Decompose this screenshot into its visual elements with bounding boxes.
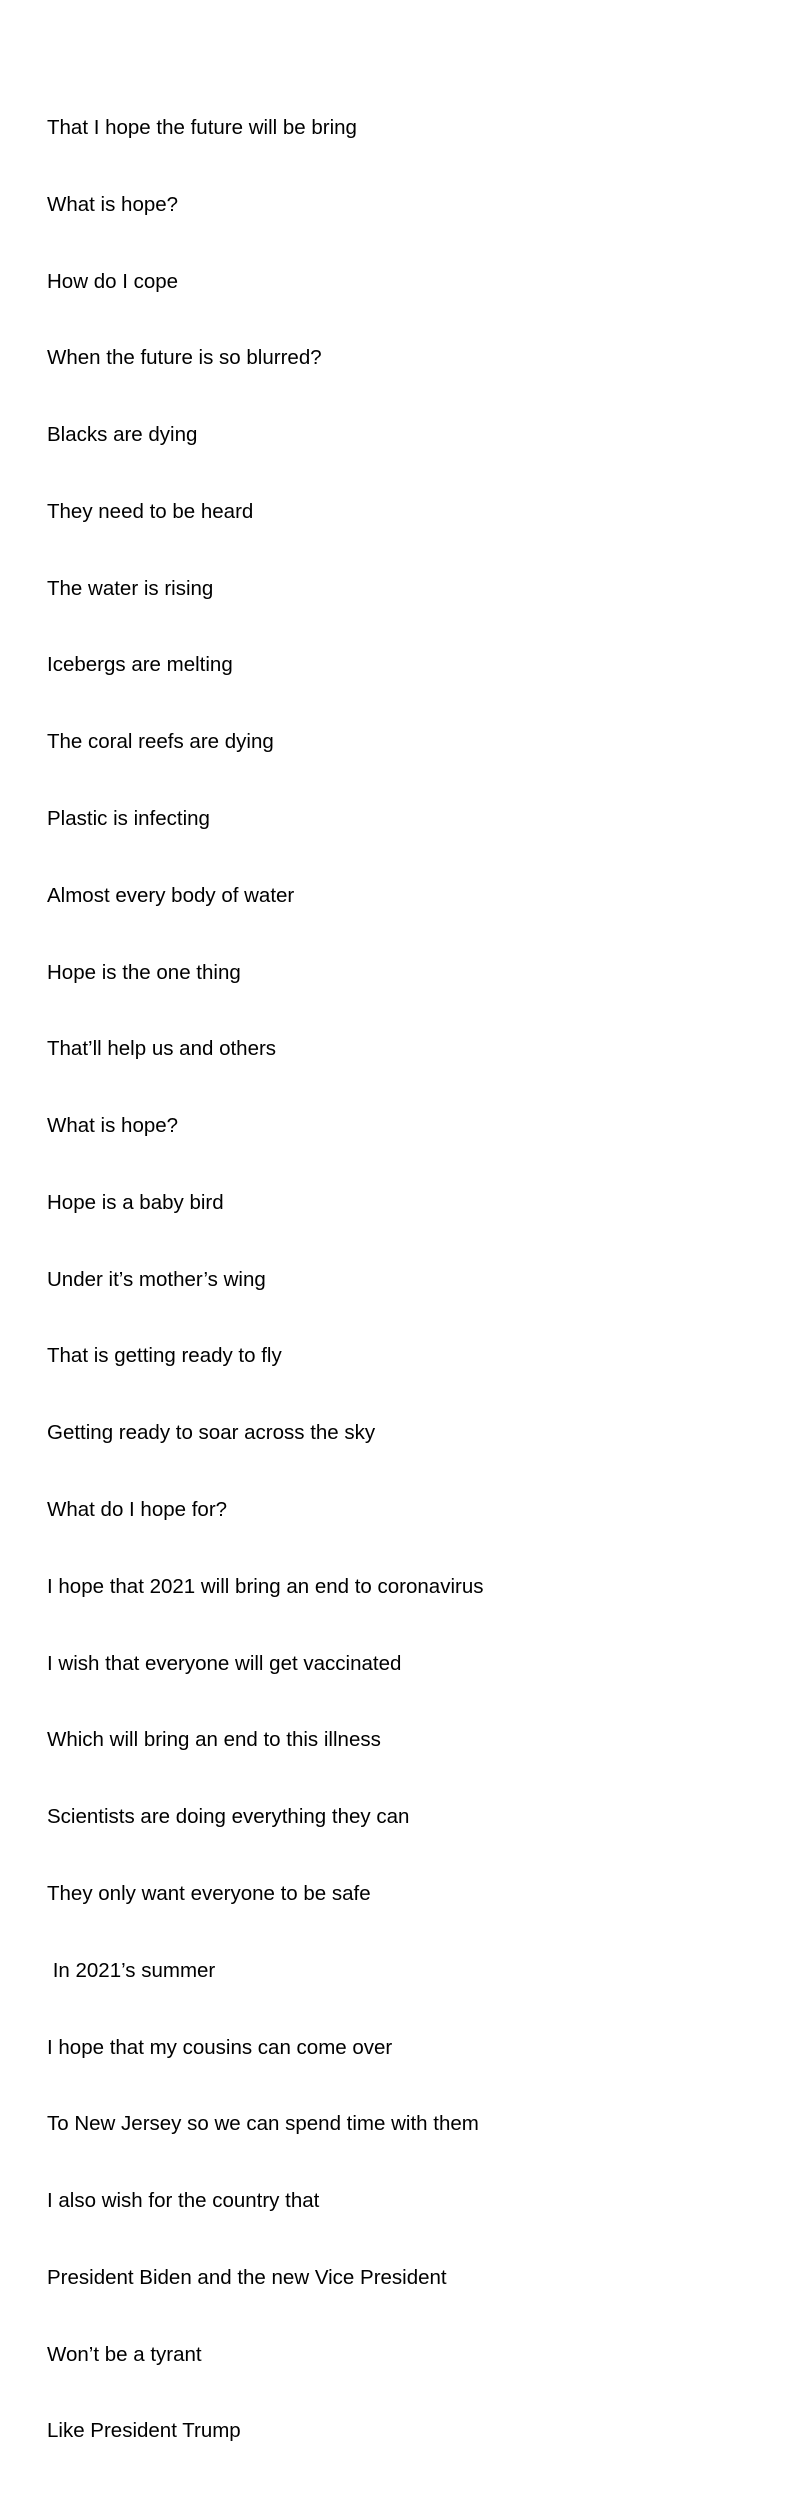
poem-line: President Biden and the new Vice President xyxy=(47,2265,447,2289)
poem-line: Plastic is infecting xyxy=(47,807,210,830)
poem-line: They only want everyone to be safe xyxy=(47,1881,371,1905)
poem-line: That I hope the future will be bring xyxy=(47,115,357,139)
poem-line: Which will bring an end to this illness xyxy=(47,1728,381,1752)
poem-line: What do I hope for? xyxy=(47,1498,228,1522)
poem-line: Icebergs are melting xyxy=(47,653,233,677)
poem-line: That is getting ready to fly xyxy=(47,1344,282,1368)
poem-line: Won’t be a tyrant xyxy=(47,2342,202,2366)
poem-line: When the future is so blurred? xyxy=(47,346,322,370)
poem-text xyxy=(47,0,483,2495)
poem-line: The water is rising xyxy=(47,576,214,600)
poem-line: What is hope? xyxy=(47,192,179,216)
poem-line: I hope that 2021 will bring an end to coronavirus xyxy=(47,1574,484,1598)
poem-line: Blacks are dying xyxy=(47,423,198,447)
poem-line: Almost every body of water xyxy=(47,883,295,907)
poem-line: I also wish for the country that xyxy=(47,2189,320,2213)
poem-line xyxy=(47,38,483,64)
poem-line: What is hope? xyxy=(47,1114,179,1138)
poem-line: I wish that everyone will get vaccinated xyxy=(47,1651,402,1675)
poem-line: To New Jersey so we can spend time with them xyxy=(47,2112,479,2136)
poem-line: Like President Trump xyxy=(47,2419,241,2443)
poem-line: The coral reefs are dying xyxy=(47,730,274,754)
poem-line: In 2021’s summer xyxy=(47,1958,216,1982)
poem-line: How do I cope xyxy=(47,269,179,293)
poem-line: Scientists are doing everything they can xyxy=(47,1805,410,1829)
poem-line: That’ll help us and others xyxy=(47,1037,277,1061)
poem-line: They need to be heard xyxy=(47,499,254,523)
poem-line: Hope is a baby bird xyxy=(47,1190,224,1214)
poem-line: I hope that my cousins can come over xyxy=(47,2035,393,2059)
poem-line: Under it’s mother’s wing xyxy=(47,1267,266,1291)
poem-line: Getting ready to soar across the sky xyxy=(47,1421,376,1445)
poem-line: Hope is the one thing xyxy=(47,960,241,984)
